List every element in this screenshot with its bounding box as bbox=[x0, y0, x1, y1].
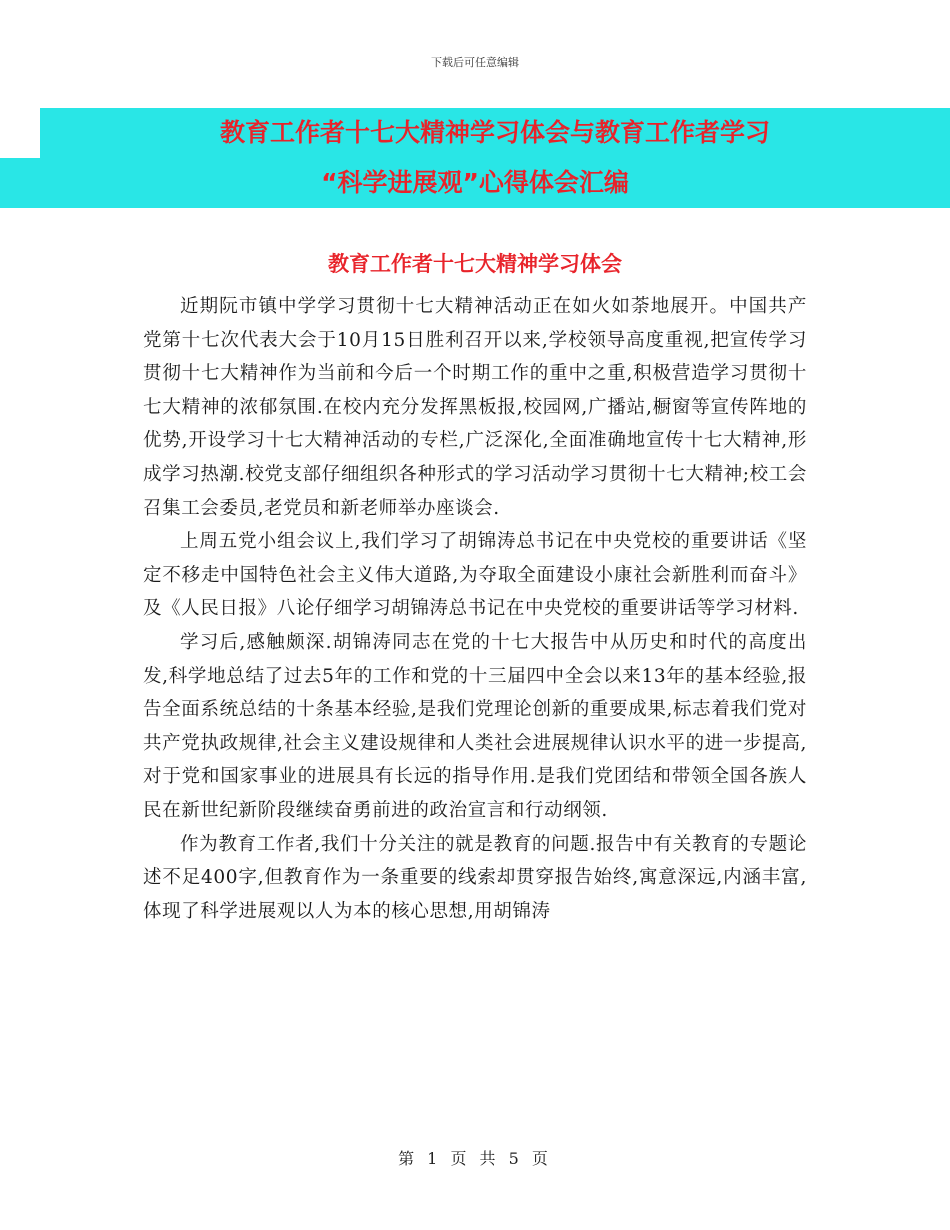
paragraph: 学习后,感触颇深.胡锦涛同志在党的十七大报告中从历史和时代的高度出发,科学地总结了过去5年的工作和党的十三届四中全会以来13年的基本经验,报告全面系统总结的十条基本经验,是我们党理论创新的重要成果,标志着我们党对共产党执政规律,社会主义建设规律和人类社会进展规律认识水平的进一步提高,对于党和国家事业的进展具有长远的指导作用.是我们党团结和带领全国各族人民在新世纪新阶段继续奋勇前进的政治宣言和行动纲领. bbox=[143, 631, 807, 821]
section-title: 教育工作者十七大精神学习体会 bbox=[328, 252, 622, 276]
page-footer: 第 1 页 共 5 页 bbox=[398, 1149, 552, 1168]
title-line-2: “科学进展观”心得体会汇编 bbox=[321, 168, 629, 197]
header-note: 下载后可任意编辑 bbox=[431, 56, 519, 69]
paragraph: 作为教育工作者,我们十分关注的就是教育的问题.报告中有关教育的专题论述不足400字,但教育作为一条重要的线索却贯穿报告始终,寓意深远,内涵丰富,体现了科学进展观以人为本的核心思想,用胡锦涛 bbox=[143, 833, 807, 922]
document-title bbox=[0, 108, 950, 208]
paragraph: 近期阮市镇中学学习贯彻十七大精神活动正在如火如荼地展开。中国共产党第十七次代表大会于10月15日胜利召开以来,学校领导高度重视,把宣传学习贯彻十七大精神作为当前和今后一个时期工作的重中之重,积极营造学习贯彻十七大精神的浓郁氛围.在校内充分发挥黑板报,校园网,广播站,橱窗等宣传阵地的优势,开设学习十七大精神活动的专栏,广泛深化,全面准确地宣传十七大精神,形成学习热潮.校党支部仔细组织各种形式的学习活动学习贯彻十七大精神;校工会召集工会委员,老党员和新老师举办座谈会. bbox=[143, 296, 807, 519]
body-text bbox=[143, 290, 807, 928]
paragraph: 上周五党小组会议上,我们学习了胡锦涛总书记在中央党校的重要讲话《坚定不移走中国特色社会主义伟大道路,为夺取全面建设小康社会新胜利而奋斗》及《人民日报》八论仔细学习胡锦涛总书记在中央党校的重要讲话等学习材料. bbox=[143, 531, 807, 620]
title-line-1: 教育工作者十七大精神学习体会与教育工作者学习 bbox=[219, 118, 770, 147]
